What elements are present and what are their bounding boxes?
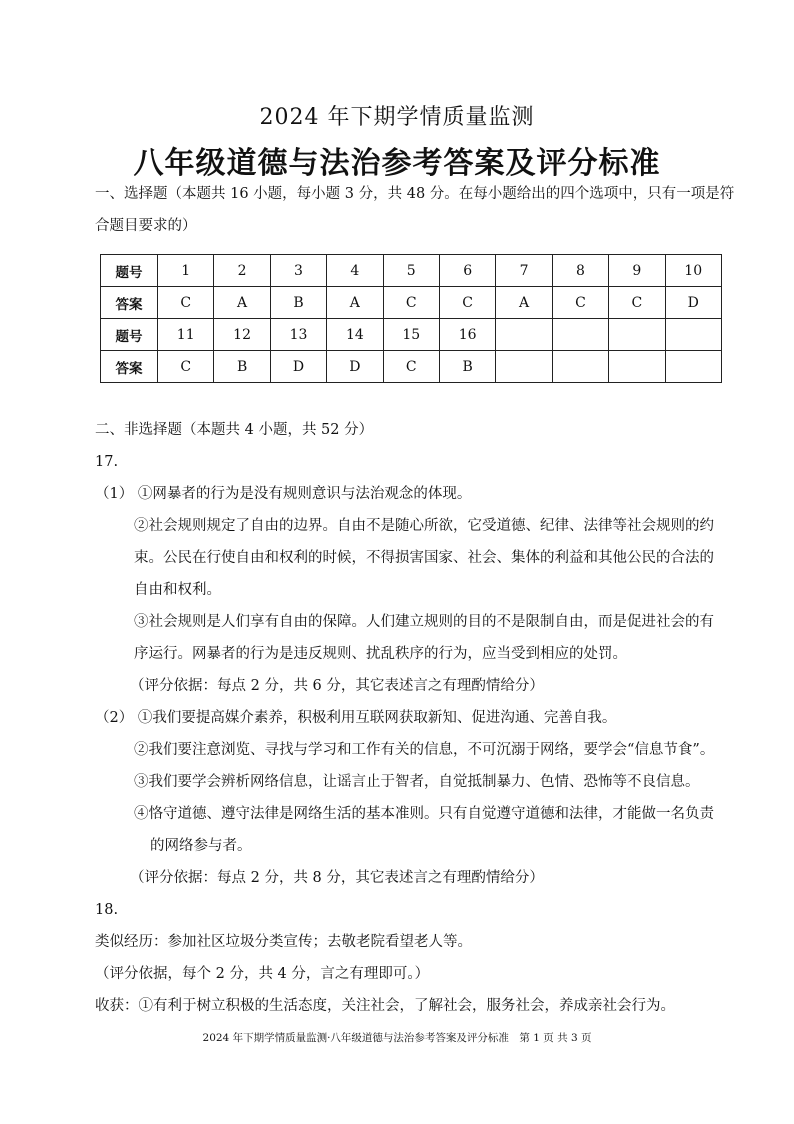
table-row [101, 351, 722, 383]
exam-title: 2024 年下期学情质量监测 [259, 105, 535, 130]
q17-line: 序运行。网暴者的行为是违反规则、扰乱秩序的行为，应当受到相应的处罚。 [134, 646, 627, 662]
q17-line: （1） ①网暴者的行为是没有规则意识与法治观念的体现。 [95, 486, 472, 502]
table-cell: 13 [270, 319, 326, 351]
table-cell [665, 319, 721, 351]
q17-line: 的网络参与者。 [150, 838, 252, 854]
table-cell: 1 [158, 255, 214, 287]
table-cell: A [496, 287, 552, 319]
table-cell: C [609, 287, 665, 319]
q17-line: ④恪守道德、遵守法律是网络生活的基本准则。只有自觉遵守道德和法律，才能做一名负责 [134, 806, 714, 822]
table-row [101, 255, 722, 287]
table-cell: 4 [327, 255, 383, 287]
table-cell: 12 [214, 319, 270, 351]
table-row [101, 319, 722, 351]
table-cell: 7 [496, 255, 552, 287]
table-cell: C [383, 351, 439, 383]
section1-intro-line2: 合题目要求的） [95, 218, 197, 234]
table-cell: A [327, 287, 383, 319]
row-label: 题号 [101, 255, 158, 287]
table-cell [552, 351, 608, 383]
q18-scoring-note: （评分依据，每个 2 分，共 4 分，言之有理即可。） [95, 966, 430, 982]
q17-line: ②我们要注意浏览、寻找与学习和工作有关的信息，不可沉溺于网络，要学会“信息节食”。 [134, 742, 715, 758]
q17-line: ③我们要学会辨析网络信息，让谣言止于智者，自觉抵制暴力、色情、恐怖等不良信息。 [134, 774, 700, 790]
table-cell: A [214, 287, 270, 319]
table-cell: 3 [270, 255, 326, 287]
table-cell: 11 [158, 319, 214, 351]
q17-line: ②社会规则规定了自由的边界。自由不是随心所欲，它受道德、纪律、法律等社会规则的约 [134, 518, 714, 534]
table-cell: C [439, 287, 495, 319]
table-cell: C [552, 287, 608, 319]
q18-line: 类似经历：参加社区垃圾分类宣传；去敬老院看望老人等。 [95, 934, 472, 950]
table-cell: 10 [665, 255, 721, 287]
q17-scoring-note: （评分依据：每点 2 分，共 8 分，其它表述言之有理酌情给分） [130, 870, 544, 886]
table-cell: C [383, 287, 439, 319]
row-label: 题号 [101, 319, 158, 351]
table-cell: 8 [552, 255, 608, 287]
q17-line: ③社会规则是人们享有自由的保障。人们建立规则的目的不是限制自由，而是促进社会的有 [134, 614, 714, 630]
table-cell: C [158, 287, 214, 319]
table-cell: 5 [383, 255, 439, 287]
q17-number: 17. [95, 454, 119, 470]
q17-line: 束。公民在行使自由和权利的时候，不得损害国家、社会、集体的利益和其他公民的合法的 [134, 550, 714, 566]
q17-line: （2） ①我们要提高媒介素养，积极利用互联网获取新知、促进沟通、完善自我。 [95, 710, 617, 726]
table-cell: B [270, 287, 326, 319]
table-cell: C [158, 351, 214, 383]
table-cell [552, 319, 608, 351]
q17-scoring-note: （评分依据：每点 2 分，共 6 分，其它表述言之有理酌情给分） [130, 678, 544, 694]
row-label: 答案 [101, 351, 158, 383]
table-cell: B [439, 351, 495, 383]
page-footer: 2024 年下期学情质量监测·八年级道德与法治参考答案及评分标准 第 1 页 共 3 页 [202, 1032, 592, 1044]
table-cell: 9 [609, 255, 665, 287]
table-cell: D [665, 287, 721, 319]
section2-heading: 二、非选择题（本题共 4 小题，共 52 分） [95, 422, 374, 438]
table-cell [665, 351, 721, 383]
table-cell: 16 [439, 319, 495, 351]
table-cell: 15 [383, 319, 439, 351]
table-cell [609, 319, 665, 351]
q18-line: 收获：①有利于树立积极的生活态度，关注社会，了解社会，服务社会，养成亲社会行为。 [95, 998, 675, 1014]
table-cell: 6 [439, 255, 495, 287]
table-cell [496, 351, 552, 383]
table-cell: D [270, 351, 326, 383]
table-cell [609, 351, 665, 383]
section1-intro-line1: 一、选择题（本题共 16 小题，每小题 3 分，共 48 分。在每小题给出的四个选项中，只有一项是符 [95, 186, 735, 202]
document-subtitle: 八年级道德与法治参考答案及评分标准 [133, 146, 661, 181]
table-row [101, 287, 722, 319]
table-cell: B [214, 351, 270, 383]
row-label: 答案 [101, 287, 158, 319]
q18-number: 18. [95, 902, 119, 918]
answer-table [100, 254, 722, 383]
q17-line: 自由和权利。 [134, 582, 221, 598]
table-cell [496, 319, 552, 351]
table-cell: D [327, 351, 383, 383]
table-cell: 14 [327, 319, 383, 351]
table-cell: 2 [214, 255, 270, 287]
